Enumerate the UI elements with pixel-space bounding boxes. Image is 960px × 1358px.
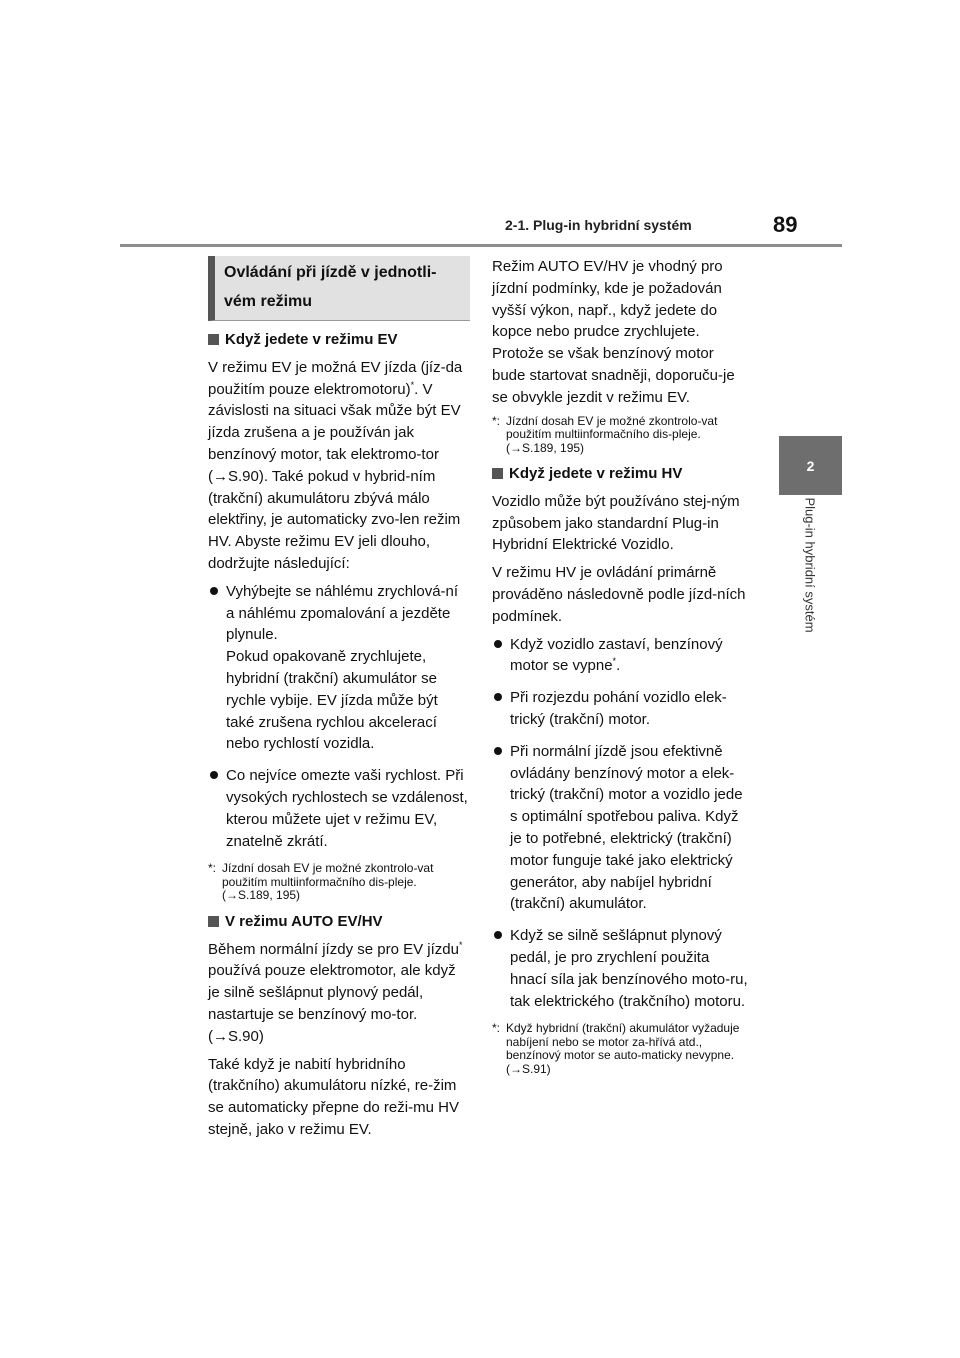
paragraph: V režimu HV je ovládání primárně prováděno následovně podle jízd-ních podmínek.	[492, 564, 746, 625]
bullet-dot-icon	[494, 747, 502, 755]
chapter-label: Plug-in hybridní systém	[802, 497, 818, 633]
bullet-dot-icon	[494, 693, 502, 701]
paragraph: Vozidlo může být používáno stej-ným způsobem jako standardní Plug-in Hybridní Elektrické Vozidlo.	[492, 492, 740, 554]
subheading-auto-mode: V režimu AUTO EV/HV	[208, 911, 470, 933]
square-bullet-icon	[492, 468, 503, 479]
chapter-number: 2	[806, 457, 815, 474]
page-number: 89	[773, 212, 798, 237]
bullet-dot-icon	[494, 640, 502, 648]
subheading-ev-mode: Když jedete v režimu EV	[208, 329, 470, 351]
list-item: Vyhýbejte se náhlému zrychlová-ní a náhlému zpomalování a jezděte plynule. Pokud opakovaně zrychlujete, hybridní (trakční) akumulátor se rychle vybije. EV jízda může být také zrušena rychlou akcelerací nebo rychlostí vozidla.	[208, 581, 470, 755]
paragraph: Během normální jízdy se pro EV jízdu* používá pouze elektromotor, ale když je silně sešlápnut plynový pedál, nastartuje se benzínový mo-tor. (→S.90)	[208, 939, 463, 1045]
subheading-hv-mode: Když jedete v režimu HV	[492, 463, 750, 485]
list-item: Když se silně sešlápnut plynový pedál, je pro zrychlení použita hnací síla jak benzínového moto-ru, tak elektrického (trakčního) motoru.	[492, 925, 750, 1012]
section-heading: Ovládání při jízdě v jednotli-vém režimu	[208, 256, 470, 321]
list-item: Když vozidlo zastaví, benzínový motor se vypne*.	[492, 634, 750, 678]
bullet-dot-icon	[210, 587, 218, 595]
list-item: Co nejvíce omezte vaši rychlost. Při vysokých rychlostech se vzdálenost, kterou můžete ujet v režimu EV, znatelně zkrátí.	[208, 765, 470, 852]
list-item: Při rozjezdu pohání vozidlo elek-trický (trakční) motor.	[492, 687, 750, 731]
bullet-dot-icon	[494, 931, 502, 939]
right-column	[492, 256, 750, 1084]
square-bullet-icon	[208, 916, 219, 927]
footnote: *: Jízdní dosah EV je možné zkontrolo-vat použitím multiinformačního dis-pleje. (→S.189, 195)	[492, 413, 718, 455]
paragraph: Režim AUTO EV/HV je vhodný pro jízdní podmínky, kde je požadován vyšší výkon, např., když jedete do kopce nebo prudce zrychlujete. Protože se však benzínový motor bude startovat snadněji, doporuču-je se obvykle jezdit v režimu EV.	[492, 258, 735, 406]
list-item: Při normální jízdě jsou efektivně ovládány benzínový motor a elek-trický (trakční) motor a vozidlo jede s optimální spotřebou paliva. Když je to potřebné, elektrický (trakční) motor funguje také jako elektrický generátor, aby nabíjel hybridní (trakční) akumulátor.	[492, 741, 750, 915]
section-title: 2-1. Plug-in hybridní systém	[505, 217, 692, 233]
left-column	[208, 256, 470, 1147]
bullet-dot-icon	[210, 771, 218, 779]
footnote: *: Když hybridní (trakční) akumulátor vyžaduje nabíjení nebo se motor za-hřívá atd., benzínový motor se auto-maticky nevypne. (→S.91)	[492, 1021, 740, 1076]
paragraph: Také když je nabití hybridního (trakčního) akumulátoru nízké, re-žim se automaticky přepne do reži-mu HV stejně, jako v režimu EV.	[208, 1055, 459, 1138]
chapter-tab	[779, 436, 842, 495]
paragraph: V režimu EV je možná EV jízda (jíz-da použitím pouze elektromotoru)*. V závislosti na situaci však může být EV jízda zrušena a je používán jak benzínový motor, tak elektromo-tor (→S.90). Také pokud v hybrid-ním (trakční) akumulátoru zbývá málo elektřiny, je automaticky zvo-len režim HV. Abyste režimu EV jeli dlouho, dodržujte následující:	[208, 358, 463, 572]
square-bullet-icon	[208, 334, 219, 345]
footnote: *: Jízdní dosah EV je možné zkontrolo-vat použitím multiinformačního dis-pleje. (→S.189, 195)	[208, 861, 434, 903]
header-rule	[120, 244, 842, 247]
